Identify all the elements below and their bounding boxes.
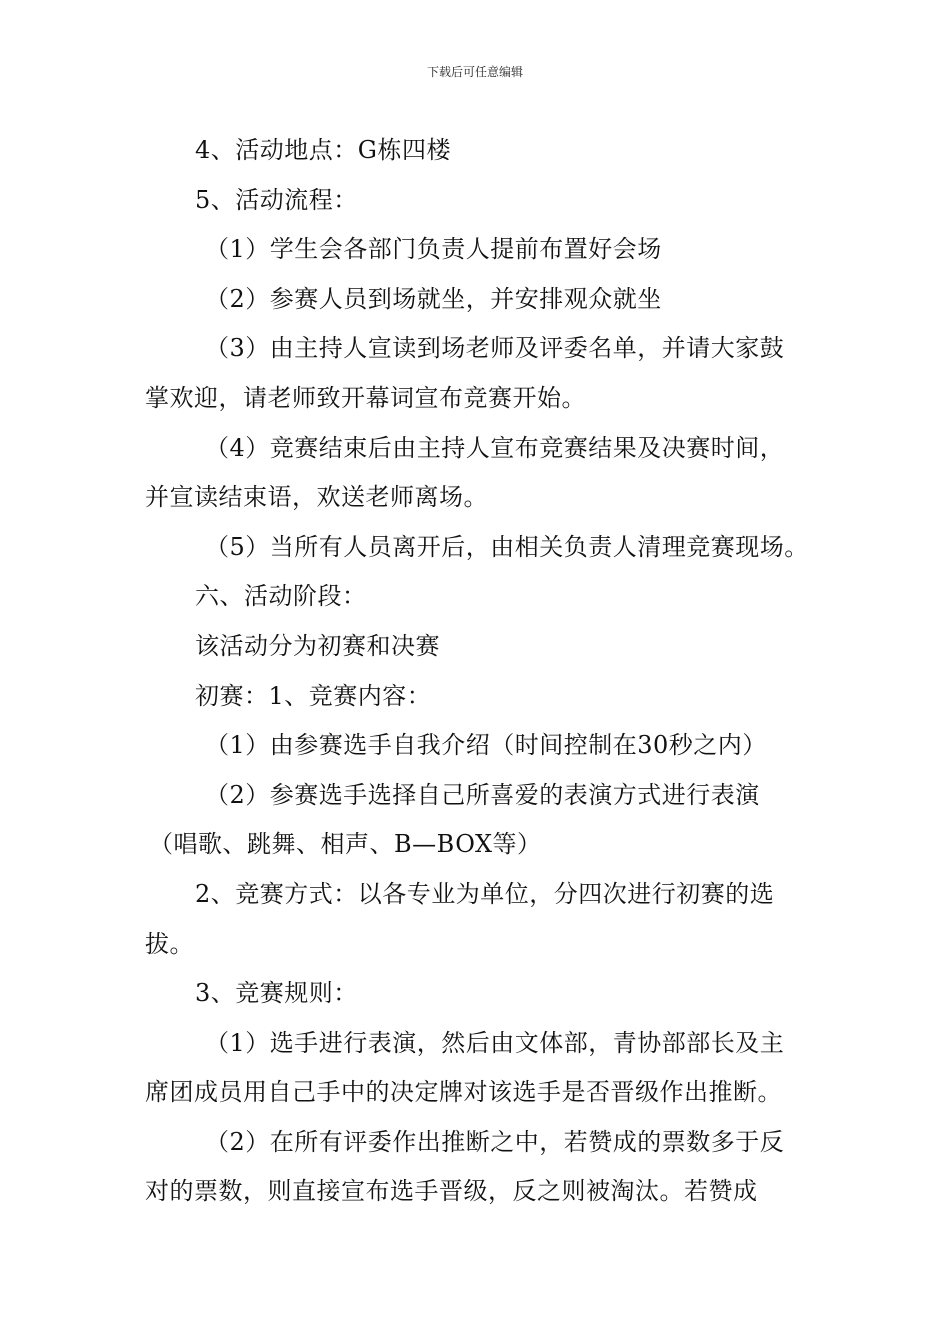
- text-line: （1）选手进行表演，然后由文体部，青协部部长及主: [205, 1028, 785, 1057]
- text-line: 4、活动地点：G栋四楼: [195, 136, 451, 164]
- text-line: （3）由主持人宣读到场老师及评委名单，并请大家鼓: [205, 334, 785, 363]
- text-line: （1）由参赛选手自我介绍（时间控制在30秒之内）: [205, 731, 767, 760]
- text-line: （唱歌、跳舞、相声、B—BOX等）: [149, 830, 542, 859]
- text-line: 拔。: [145, 929, 194, 958]
- text-line: 初赛：1、竞赛内容：: [195, 681, 432, 710]
- text-line: 六、活动阶段：: [195, 582, 367, 611]
- text-line: （5）当所有人员离开后，由相关负责人清理竞赛现场。: [205, 532, 809, 561]
- text-line: 掌欢迎，请老师致开幕词宣布竞赛开始。: [145, 383, 586, 412]
- text-line: （1）学生会各部门负责人提前布置好会场: [205, 235, 662, 264]
- text-line: 该活动分为初赛和决赛: [195, 631, 440, 660]
- text-line: 席团成员用自己手中的决定牌对该选手是否晋级作出推断。: [145, 1078, 782, 1107]
- text-line: 对的票数，则直接宣布选手晋级，反之则被淘汰。若赞成: [145, 1177, 758, 1206]
- document-body: [145, 126, 810, 1217]
- text-line: 并宣读结束语，欢送老师离场。: [145, 483, 488, 512]
- text-line: 5、活动流程：: [195, 185, 358, 214]
- text-line: （2）参赛人员到场就坐，并安排观众就坐: [205, 284, 662, 313]
- text-line: 3、竞赛规则：: [195, 979, 358, 1008]
- text-line: （2）在所有评委作出推断之中，若赞成的票数多于反: [205, 1127, 785, 1156]
- text-line: 2、竞赛方式：以各专业为单位，分四次进行初赛的选: [195, 879, 775, 908]
- text-line: （2）参赛选手选择自己所喜爱的表演方式进行表演: [205, 780, 760, 809]
- text-line: （4）竞赛结束后由主持人宣布竞赛结果及决赛时间，: [205, 433, 785, 462]
- page-header: 下载后可任意编辑: [426, 65, 523, 79]
